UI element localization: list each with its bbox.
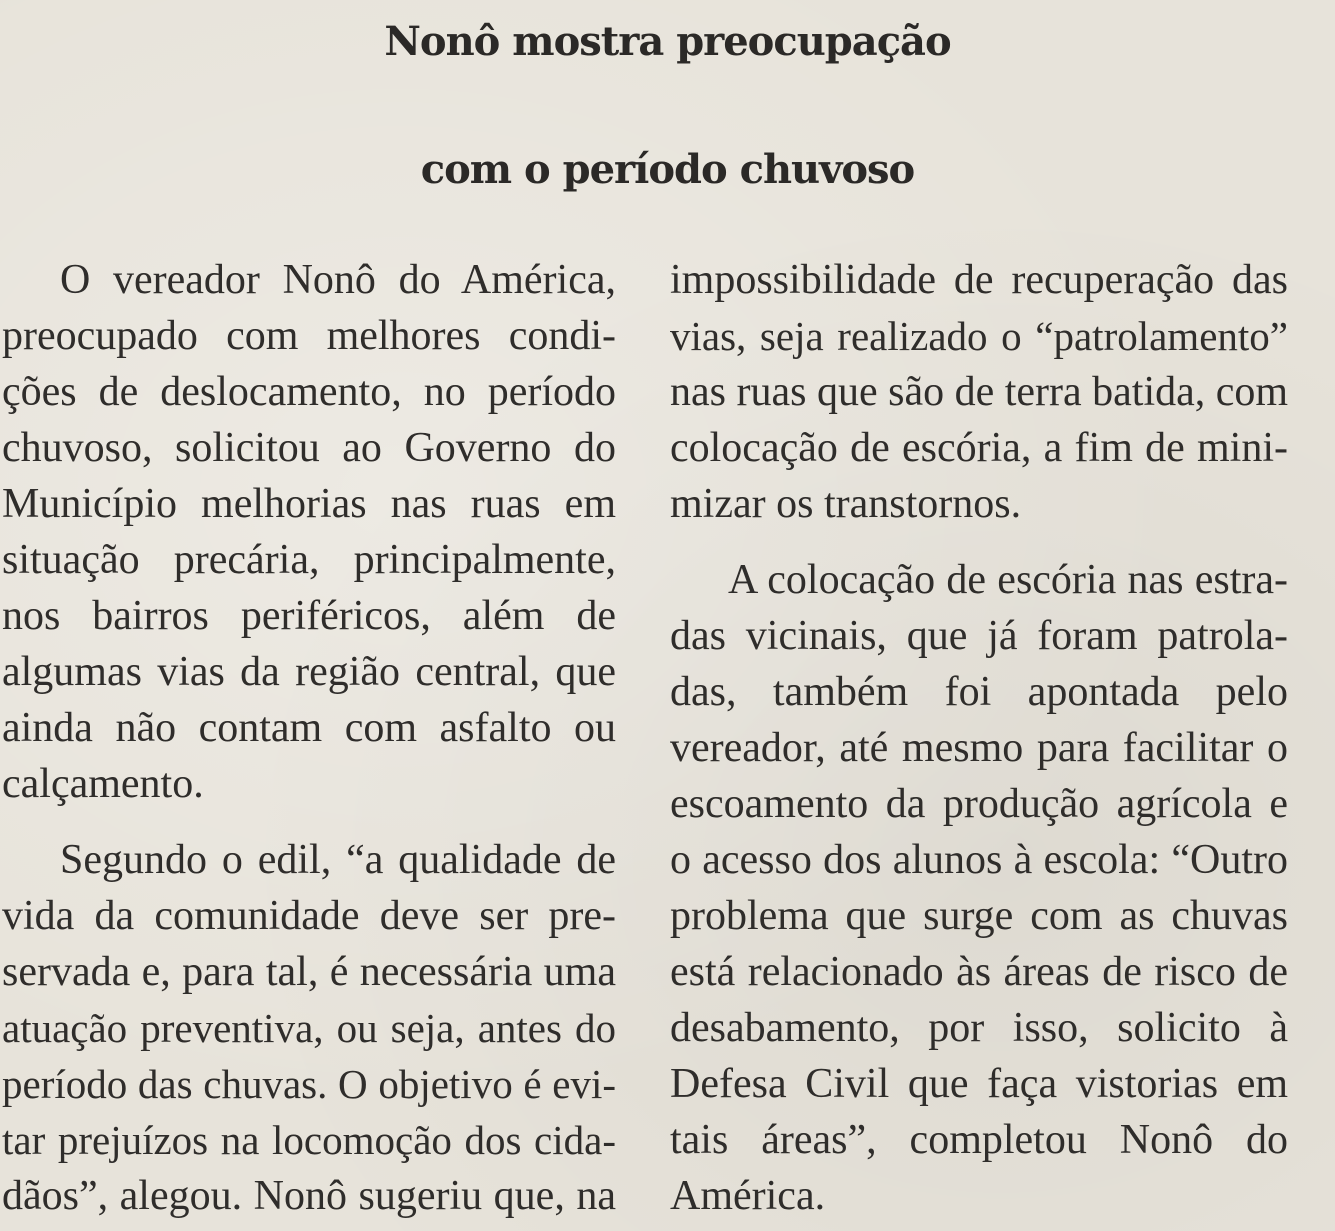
article-line: vias, seja realizado o “patrolamento”: [670, 313, 1288, 359]
paragraph-gap: [2, 812, 616, 832]
article-line: desabamento, por isso, solicito à: [670, 1005, 1288, 1051]
article-line: preocupado com melhores condi-: [2, 313, 616, 359]
headline-line-2: com o período chuvoso: [420, 146, 915, 193]
article-line: A colocação de escória nas estra-: [728, 557, 1288, 603]
article-line: escoamento da produção agrícola e: [670, 781, 1288, 827]
paragraph-gap: [670, 532, 1288, 552]
article-line: vereador, até mesmo para facilitar o: [670, 725, 1288, 771]
article-line: tar prejuízos na locomoção dos cida-: [2, 1117, 616, 1163]
article-line: Segundo o edil, “a qualidade de: [60, 837, 616, 883]
article-line: servada e, para tal, é necessária uma: [2, 949, 616, 995]
article-line: algumas vias da região central, que: [2, 649, 616, 695]
article-line: vida da comunidade deve ser pre-: [2, 893, 616, 939]
article-line: problema que surge com as chuvas: [670, 893, 1288, 939]
article-line: tais áreas”, completou Nonô do: [670, 1117, 1288, 1163]
article-line: colocação de escória, a fim de mini-: [670, 425, 1288, 471]
article-line: mizar os transtornos.: [670, 481, 1022, 527]
article-line: período das chuvas. O objetivo é evi-: [2, 1061, 616, 1107]
article-line: nas ruas que são de terra batida, com: [670, 369, 1289, 415]
article-line: o acesso dos alunos à escola: “Outro: [670, 837, 1288, 883]
article-line: ções de deslocamento, no período: [2, 369, 616, 415]
article-line: situação precária, principalmente,: [2, 537, 616, 583]
article-line: Defesa Civil que faça vistorias em: [670, 1061, 1288, 1107]
article-line: calçamento.: [2, 761, 204, 807]
article-column-right: [670, 252, 1288, 1224]
article-line: ainda não contam com asfalto ou: [2, 705, 616, 751]
article-line: chuvoso, solicitou ao Governo do: [2, 425, 616, 471]
article-line: O vereador Nonô do América,: [60, 257, 616, 303]
article-line: impossibilidade de recuperação das: [670, 257, 1288, 303]
headline-line-1: Nonô mostra preocupação: [384, 18, 951, 65]
article-line: das, também foi apontada pelo: [670, 669, 1288, 715]
article-line: América.: [670, 1173, 826, 1219]
article-line: nos bairros periféricos, além de: [2, 593, 616, 639]
article-line: dãos”, alegou. Nonô sugeriu que, na: [2, 1173, 616, 1219]
article-line: das vicinais, que já foram patrola-: [670, 613, 1288, 659]
article-line: está relacionado às áreas de risco de: [670, 949, 1288, 995]
article-column-left: [2, 252, 616, 1224]
article-line: atuação preventiva, ou seja, antes do: [2, 1005, 616, 1051]
article-line: Município melhorias nas ruas em: [2, 481, 616, 527]
